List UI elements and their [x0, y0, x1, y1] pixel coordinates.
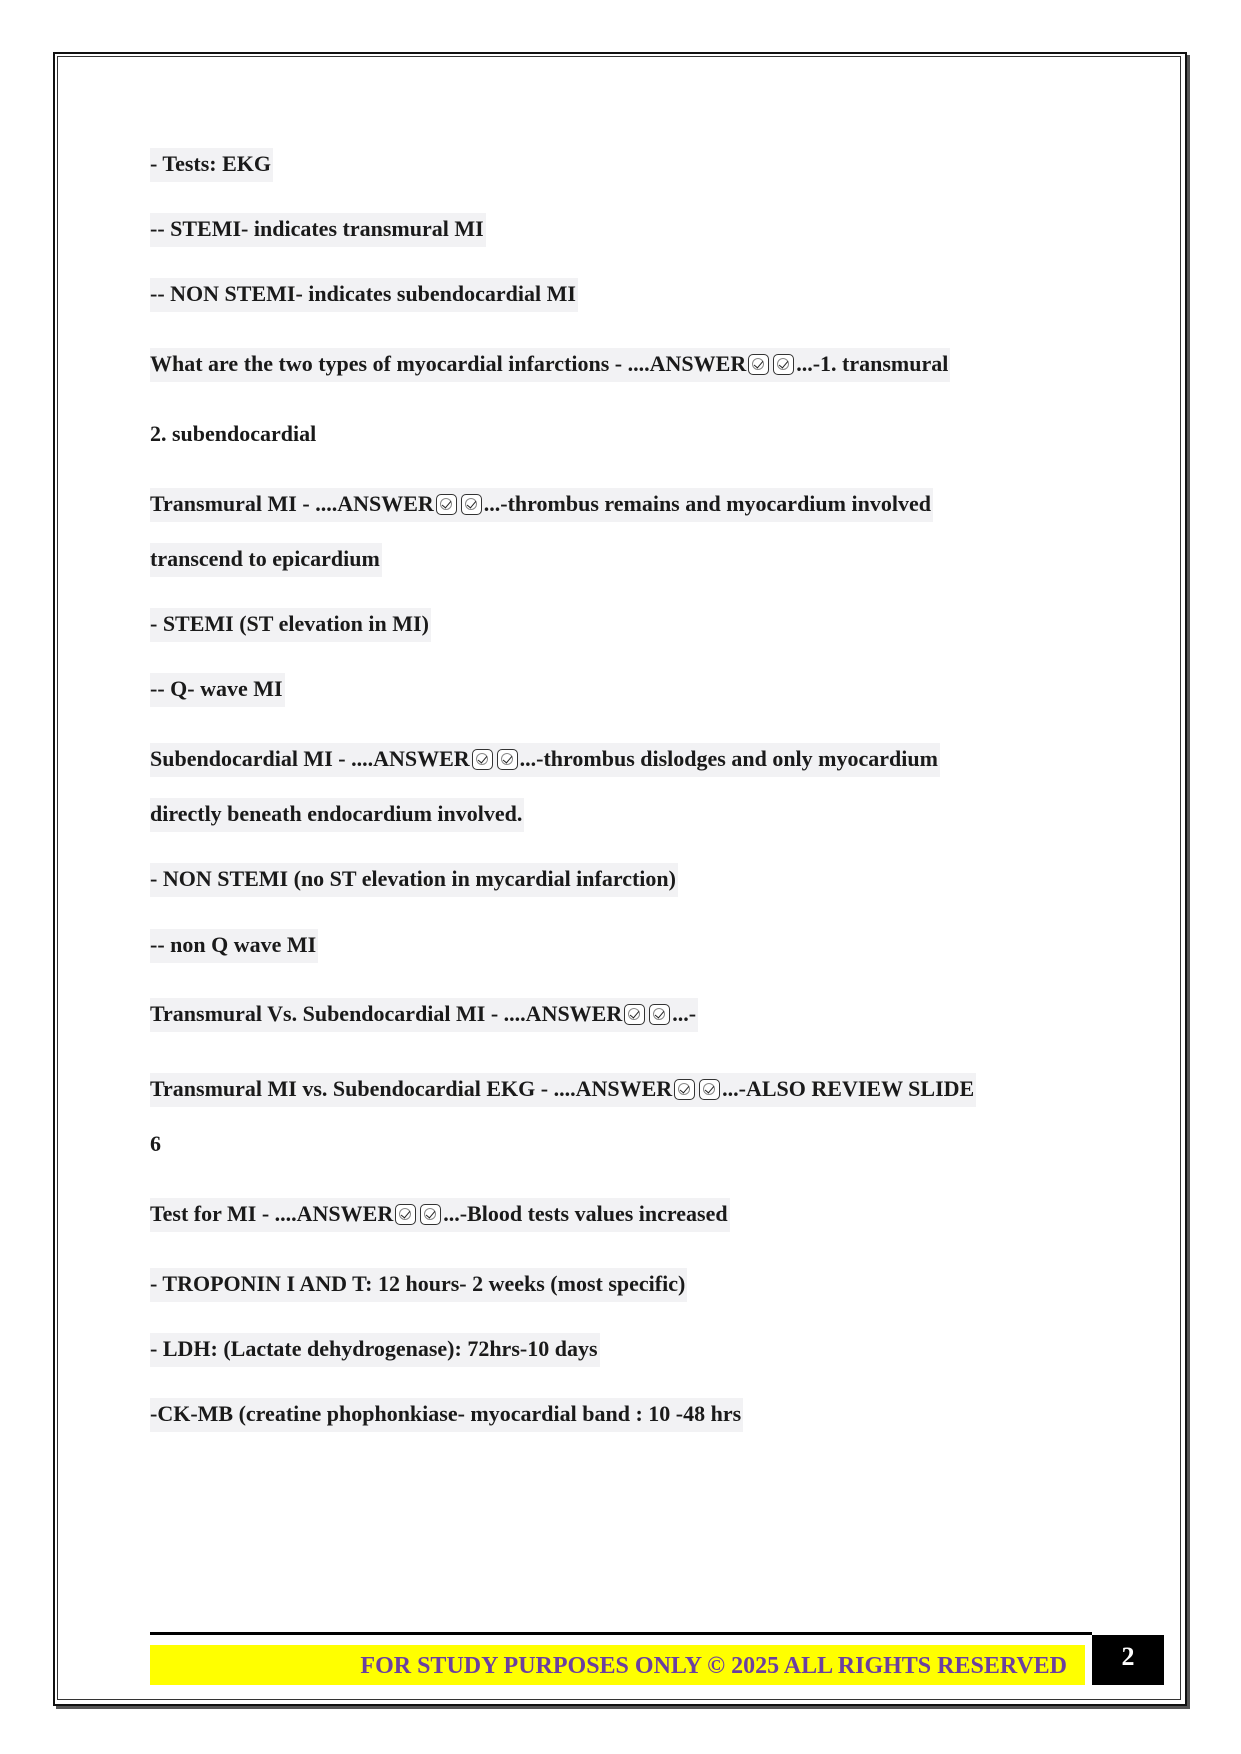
footer-banner — [150, 1645, 1085, 1685]
text-line: - TROPONIN I AND T: 12 hours- 2 weeks (most specific) — [150, 1268, 687, 1302]
checkmark-icon — [420, 1204, 441, 1225]
checkmark-icon — [624, 1004, 645, 1025]
text-line: - LDH: (Lactate dehydrogenase): 72hrs-10 days — [150, 1333, 600, 1367]
text-line: -- non Q wave MI — [150, 929, 318, 963]
answer-text: ...-ALSO REVIEW SLIDE — [722, 1076, 975, 1101]
checkmark-icon — [773, 354, 794, 375]
text-line: -- Q- wave MI — [150, 673, 285, 707]
page-number: 2 — [1092, 1635, 1164, 1685]
question-text: What are the two types of myocardial infarctions - ....ANSWER — [150, 351, 747, 376]
answer-text: ...-thrombus dislodges and only myocardium — [519, 746, 938, 771]
text-line: 6 — [150, 1131, 161, 1156]
checkmark-icon — [674, 1079, 695, 1100]
text-line: -- NON STEMI- indicates subendocardial MI — [150, 278, 578, 312]
checkmark-icon — [748, 354, 769, 375]
checkmark-icon — [699, 1079, 720, 1100]
question-text: Subendocardial MI - ....ANSWER — [150, 746, 470, 771]
answer-text: ...-thrombus remains and myocardium involved — [483, 491, 931, 516]
checkmark-icon — [461, 494, 482, 515]
answer-text: ...-1. transmural — [796, 351, 949, 376]
text-line: - Tests: EKG — [150, 148, 273, 182]
question-text: Transmural Vs. Subendocardial MI - ....ANSWER — [150, 1001, 623, 1026]
checkmark-icon — [497, 749, 518, 770]
text-line: -- STEMI- indicates transmural MI — [150, 213, 486, 247]
text-line: -CK-MB (creatine phophonkiase- myocardial band : 10 -48 hrs — [150, 1398, 743, 1432]
checkmark-icon — [649, 1004, 670, 1025]
qa-line — [150, 488, 933, 522]
qa-line — [150, 348, 950, 382]
text-line: 2. subendocardial — [150, 421, 317, 446]
checkmark-icon — [436, 494, 457, 515]
qa-line — [150, 1073, 976, 1107]
footer-divider — [150, 1632, 1092, 1635]
text-line: - STEMI (ST elevation in MI) — [150, 608, 431, 642]
text-line: directly beneath endocardium involved. — [150, 798, 524, 832]
question-text: Test for MI - ....ANSWER — [150, 1201, 394, 1226]
text-line: - NON STEMI (no ST elevation in mycardial infarction) — [150, 863, 678, 897]
checkmark-icon — [395, 1204, 416, 1225]
answer-text: ...-Blood tests values increased — [443, 1201, 728, 1226]
question-text: Transmural MI - ....ANSWER — [150, 491, 434, 516]
text-line: transcend to epicardium — [150, 543, 382, 577]
answer-text: ...- — [672, 1001, 697, 1026]
qa-line — [150, 743, 940, 777]
footer-notice: FOR STUDY PURPOSES ONLY © 2025 ALL RIGHTS RESERVED — [360, 1653, 1067, 1679]
qa-line — [150, 998, 698, 1032]
qa-line — [150, 1198, 730, 1232]
question-text: Transmural MI vs. Subendocardial EKG - ....ANSWER — [150, 1076, 673, 1101]
checkmark-icon — [472, 749, 493, 770]
